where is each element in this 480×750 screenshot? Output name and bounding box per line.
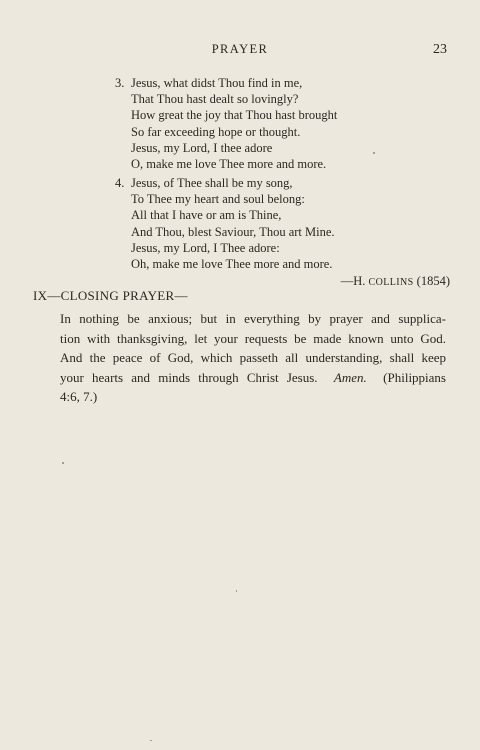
page-number: 23 — [433, 42, 447, 57]
prayer-line — [60, 368, 446, 388]
paper-speck — [373, 152, 375, 154]
stanza-line: O, make me love Thee more and more. — [131, 157, 327, 172]
attribution-prefix: —H. — [340, 274, 366, 289]
stanza-line — [115, 75, 450, 91]
stanza-line — [115, 175, 450, 191]
stanza-line: To Thee my heart and soul belong: — [131, 192, 305, 207]
prayer-line: In nothing be anxious; but in everything by prayer and supplica- — [60, 311, 446, 326]
prayer-line: tion with thanksgiving, let your requests be made known unto God. — [60, 330, 446, 346]
stanza-line: That Thou hast dealt so lovingly? — [131, 92, 299, 107]
stanza-line: And Thou, blest Saviour, Thou art Mine. — [131, 224, 335, 239]
attribution-author: COLLINS — [368, 277, 414, 289]
paper-speck — [150, 740, 152, 741]
stanza-line-text: Jesus, of Thee shall be my song, — [131, 176, 293, 190]
paper-speck — [62, 462, 64, 464]
attribution-year: (1854) — [416, 274, 450, 289]
closing-prayer-text — [60, 309, 446, 407]
stanza-line: All that I have or am is Thine, — [131, 208, 282, 223]
running-header-title: PRAYER — [211, 42, 269, 56]
stanza-number: 4. — [115, 176, 125, 190]
prayer-line: 4:6, 7.) — [60, 389, 98, 404]
stanza-line: Jesus, my Lord, I thee adore — [131, 140, 273, 155]
section-heading: IX—CLOSING PRAYER— — [33, 288, 188, 303]
amen-text: Amen. — [333, 369, 367, 385]
stanza-line-text: Jesus, what didst Thou find in me, — [131, 76, 303, 90]
scripture-reference-open: (Philippians — [383, 369, 446, 385]
hymn-stanza-3 — [115, 75, 450, 172]
prayer-line-text: your hearts and minds through Christ Jesus. — [60, 369, 318, 385]
prayer-line: And the peace of God, which passeth all understanding, shall keep — [60, 350, 446, 365]
stanza-line: So far exceeding hope or thought. — [131, 124, 301, 139]
paper-speck — [236, 590, 237, 592]
stanza-line: Jesus, my Lord, I Thee adore: — [131, 240, 280, 255]
stanza-line: How great the joy that Thou hast brought — [131, 108, 338, 123]
stanza-number: 3. — [115, 76, 125, 90]
stanza-line: Oh, make me love Thee more and more. — [131, 257, 333, 272]
hymn-stanza-4 — [115, 175, 450, 291]
